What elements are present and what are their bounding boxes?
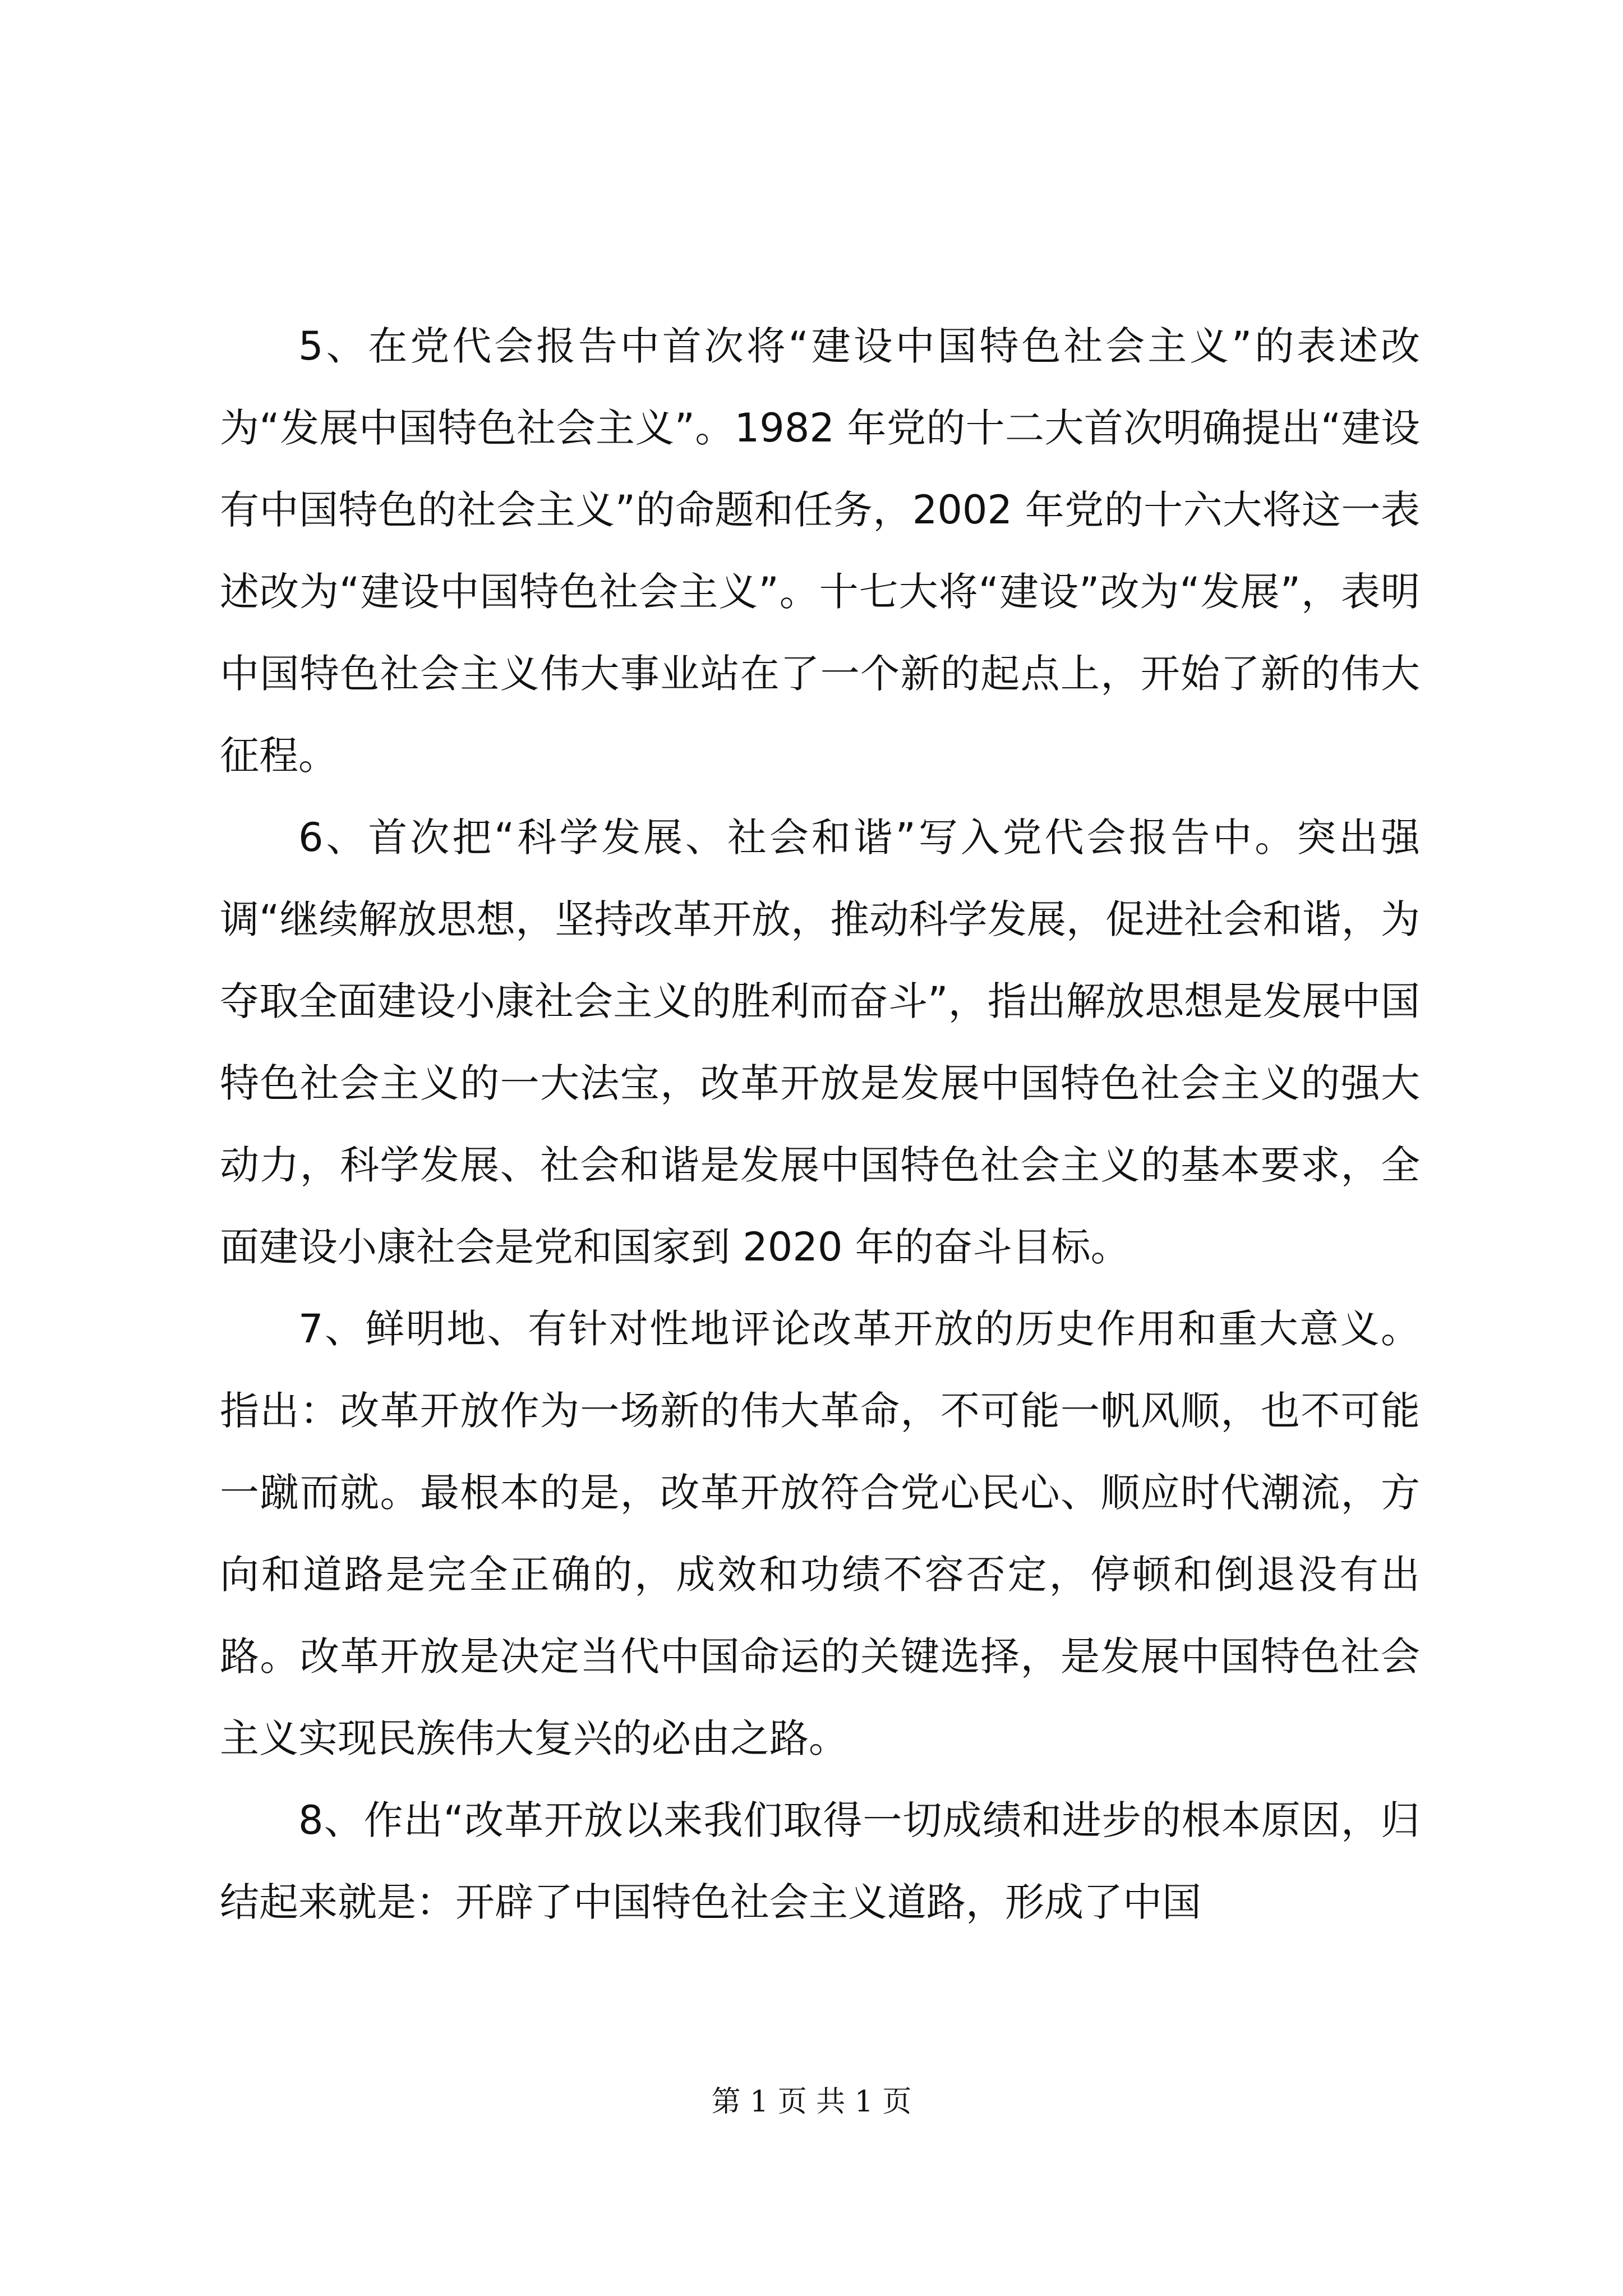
- body-text: [220, 305, 1420, 1943]
- paragraph-8: 8、作出“改革开放以来我们取得一切成绩和进步的根本原因，归结起来就是：开辟了中国特色社会主义道路，形成了中国: [220, 1797, 1420, 1925]
- page-footer: 第 1 页 共 1 页: [711, 2085, 912, 2119]
- paragraph-6: 6、首次把“科学发展、社会和谐”写入党代会报告中。突出强调“继续解放思想，坚持改革开放，推动科学发展，促进社会和谐，为夺取全面建设小康社会主义的胜利而奋斗”，指出解放思想是发展中国特色社会主义的一大法宝，改革开放是发展中国特色社会主义的强大动力，科学发展、社会和谐是发展中国特色社会主义的基本要求，全面建设小康社会是党和国家到 2020 年的奋斗目标。: [220, 815, 1420, 1270]
- paragraph-5: 5、在党代会报告中首次将“建设中国特色社会主义”的表述改为“发展中国特色社会主义”。1982 年党的十二大首次明确提出“建设有中国特色的社会主义”的命题和任务，2002 年党的十六大将这一表述改为“建设中国特色社会主义”。十七大将“建设”改为“发展”，表明中国特色社会主义伟大事业站在了一个新的起点上，开始了新的伟大征程。: [220, 323, 1420, 779]
- paragraph-7: 7、鲜明地、有针对性地评论改革开放的历史作用和重大意义。指出：改革开放作为一场新的伟大革命，不可能一帆风顺，也不可能一蹴而就。最根本的是，改革开放符合党心民心、顺应时代潮流，方向和道路是完全正确的，成效和功绩不容否定，停顿和倒退没有出路。改革开放是决定当代中国命运的关键选择，是发展中国特色社会主义实现民族伟大复兴的必由之路。: [220, 1306, 1420, 1761]
